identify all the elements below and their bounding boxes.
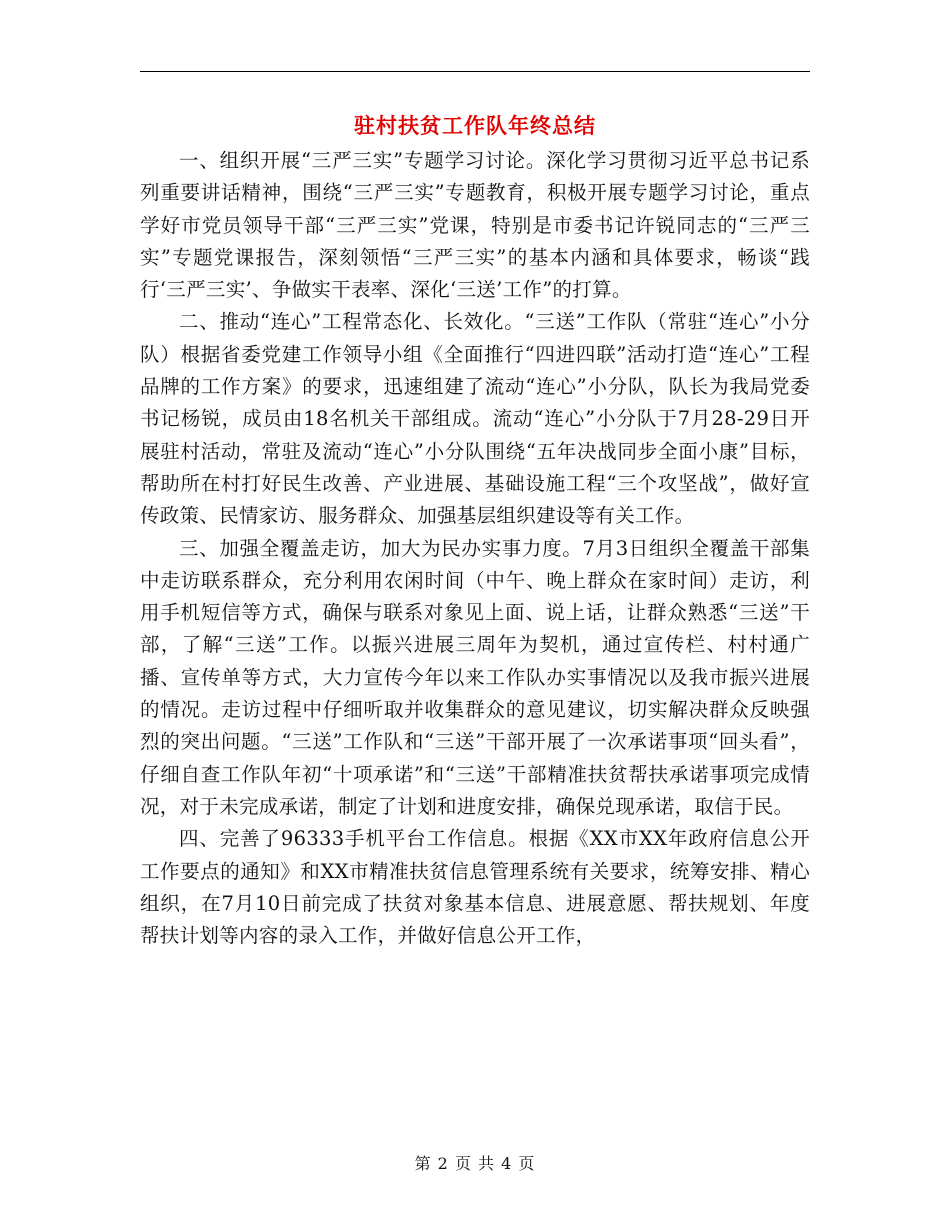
paragraph-3: 三、加强全覆盖走访，加大为民办实事力度。7月3日组织全覆盖干部集中走访联系群众，充分利用农闲时间（中午、晚上群众在家时间）走访，利用手机短信等方式，确保与联系对象见上面、说上话，让群众熟悉“三送”干部，了解“三送”工作。以振兴进展三周年为契机，通过宣传栏、村村通广播、宣传单等方式，大力宣传今年以来工作队办实事情况以及我市振兴进展的情况。走访过程中仔细听取并收集群众的意见建议，切实解决群众反映强烈的突出问题。“三送”工作队和“三送”干部开展了一次承诺事项“回头看”，仔细自查工作队年初“十项承诺”和“三送”干部精准扶贫帮扶承诺事项完成情况，对于未完成承诺，制定了计划和进度安排，确保兑现承诺，取信于民。 [140,536,810,818]
page-number-footer: 第 2 页 共 4 页 [414,1154,536,1173]
paragraph-2: 二、推动“连心”工程常态化、长效化。“三送”工作队（常驻“连心”小分队）根据省委党建工作领导小组《全面推行“四进四联”活动打造“连心”工程品牌的工作方案》的要求，迅速组建了流动“连心”小分队，队长为我局党委书记杨锐，成员由18名机关干部组成。流动“连心”小分队于7月28-29日开展驻村活动，常驻及流动“连心”小分队围绕“五年决战同步全面小康”目标，帮助所在村打好民生改善、产业进展、基础设施工程“三个攻坚战”，做好宣传政策、民情家访、服务群众、加强基层组织建设等有关工作。 [140,310,810,528]
paragraph-4: 四、完善了96333手机平台工作信息。根据《XX市XX年政府信息公开工作要点的通知》和XX市精准扶贫信息管理系统有关要求，统筹安排、精心组织，在7月10日前完成了扶贫对象基本信息、进展意愿、帮扶规划、年度帮扶计划等内容的录入工作，并做好信息公开工作， [140,827,810,948]
header-rule [140,71,810,72]
document-title: 驻村扶贫工作队年终总结 [354,113,596,138]
document-body [140,145,810,952]
paragraph-1: 一、组织开展“三严三实”专题学习讨论。深化学习贯彻习近平总书记系列重要讲话精神，围绕“三严三实”专题教育，积极开展专题学习讨论，重点学好市党员领导干部“三严三实”党课，特别是市委书记许锐同志的“三严三实”专题党课报告，深刻领悟“三严三实”的基本内涵和具体要求，畅谈“践行‘三严三实’、争做实干表率、深化‘三送’工作”的打算。 [140,149,810,302]
